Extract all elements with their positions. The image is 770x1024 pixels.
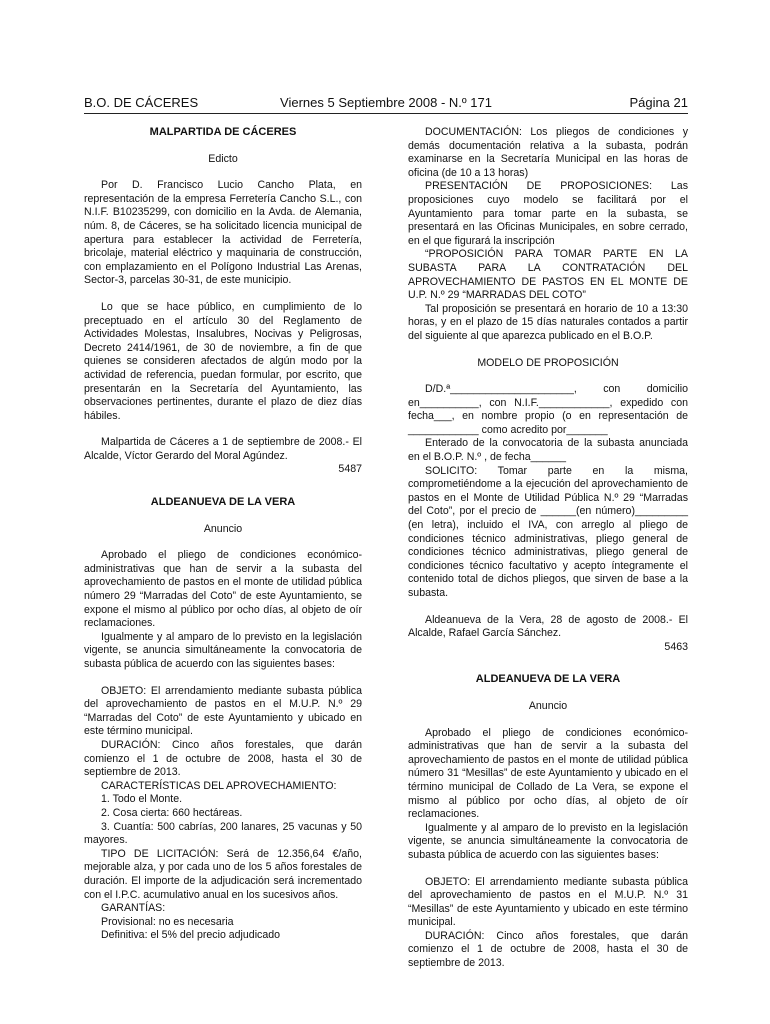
section-type: Edicto — [208, 152, 238, 165]
publication-name: B.O. DE CÁCERES — [84, 95, 199, 110]
paragraph: DURACIÓN: Cinco años forestales, que darán comienzo el 1 de octubre de 2008, hasta el 30 de septiembre de 2013. — [408, 929, 688, 970]
paragraph: Por D. Francisco Lucio Cancho Plata, en representación de la empresa Ferretería Cancho S.L., con N.I.F. B10235299, con domicilio en la Avda. de Alemania, núm. 8, de Cáceres, se ha solicitado licencia municipal de apertura para establecer la actividad de Ferretería, bricolaje, material eléctrico y maquinaria de construcción, con emplazamiento en el Polígono Industrial Las Arenas, Sector-3, parcelas 30-31, de este municipio. — [84, 179, 362, 287]
paragraph: OBJETO: El arrendamiento mediante subasta pública del aprovechamiento de pastos en el M.U.P. N.º 31 “Mesillas” de este Ayuntamiento y ubicado en este término municipal. — [408, 875, 688, 929]
paragraph: SOLICITO: Tomar parte en la misma, comprometiéndome a la ejecución del aprovechamiento de pastos en el Monte de Utilidad Pública N.º 29 “Marradas del Coto”, por el precio de ______(en número)_________ (en letra), incluido el IVA, con arreglo al pliego de condiciones técnico administrativas, pliego general de condiciones técnico administrativas, pliego general de condiciones técnico facultativo y acepto íntegramente el contenido total de dichos pliegos, que sirven de base a la subasta. — [408, 464, 688, 599]
header-rule — [84, 113, 688, 114]
right-column — [408, 126, 688, 971]
paragraph: OBJETO: El arrendamiento mediante subasta pública del aprovechamiento de pastos en el M.U.P. N.º 29 “Marradas del Coto” de este Ayuntamiento y ubicado en este término municipal. — [84, 684, 362, 738]
paragraph: D/D.ª_____________________, con domicilio en__________, con N.I.F.____________, expedido con fecha___, en nombre propio (o en representación de ____________ como acredito por_______ — [408, 383, 688, 436]
section-title: ALDEANUEVA DE LA VERA — [475, 673, 621, 686]
list-item: Definitiva: el 5% del precio adjudicado — [101, 929, 281, 942]
paragraph: DOCUMENTACIÓN: Los pliegos de condiciones y demás documentación relativa a la subasta, podrán examinarse en la Secretaría Municipal en las horas de oficina (de 10 a 13 horas) — [408, 126, 688, 179]
paragraph: Enterado de la convocatoria de la subasta anunciada en el B.O.P. N.º , de fecha______ — [408, 437, 688, 464]
list-item: 3. Cuantía: 500 cabrías, 200 lanares, 25 vacunas y 50 mayores. — [84, 820, 362, 847]
page-header — [84, 95, 688, 113]
list-item: Provisional: no es necesaria — [101, 915, 234, 928]
list-item: 1. Todo el Monte. — [101, 793, 183, 806]
paragraph: DURACIÓN: Cinco años forestales, que darán comienzo el 1 de octubre de 2008, hasta el 30 de septiembre de 2013. — [84, 738, 362, 779]
section-title: MALPARTIDA DE CÁCERES — [149, 126, 297, 138]
paragraph: Lo que se hace público, en cumplimiento de lo preceptuado en el artículo 30 del Reglamento de Actividades Molestas, Insalubres, Nocivas y Peligrosas, Decreto 2414/1961, de 30 de noviembre, a fin de que quienes se consideren afectados de algún modo por la actividad de referencia, puedan formular, por escrito, que presentarán en la Secretaría del Ayuntamiento, las observaciones pertinentes, durante el plazo de diez días hábiles. — [84, 300, 362, 422]
paragraph: GARANTÍAS: — [101, 902, 166, 915]
signature: Aldeanueva de la Vera, 28 de agosto de 2008.- El Alcalde, Rafael García Sánchez. — [408, 613, 688, 640]
model-heading: MODELO DE PROPOSICIÓN — [477, 356, 619, 369]
page-number: Página 21 — [629, 95, 688, 110]
section-type: Anuncio — [203, 522, 243, 535]
paragraph: CARACTERÍSTICAS DEL APROVECHAMIENTO: — [101, 779, 337, 792]
issue-date: Viernes 5 Septiembre 2008 - N.º 171 — [280, 95, 492, 110]
paragraph: TIPO DE LICITACIÓN: Será de 12.356,64 €/año, mejorable alza, y por cada uno de los 5 años forestales de duración. El importe de la adjudicación será incrementado con el I.P.C. acumulativo anual en los sucesivos años. — [84, 847, 362, 901]
paragraph: Igualmente y al amparo de lo previsto en la legislación vigente, se anuncia simultáneamente la convocatoria de subasta pública de acuerdo con las siguientes bases: — [84, 630, 362, 670]
signature: Malpartida de Cáceres a 1 de septiembre de 2008.- El Alcalde, Víctor Gerardo del Moral Agúndez. — [84, 436, 362, 462]
notice-number: 5487 — [338, 463, 362, 476]
paragraph: Tal proposición se presentará en horario de 10 a 13:30 horas, y en el plazo de 15 días naturales contados a partir del siguiente al que aparezca publicado en el B.O.P. — [408, 302, 688, 342]
list-item: 2. Cosa cierta: 660 hectáreas. — [101, 806, 243, 819]
left-column — [84, 126, 362, 943]
paragraph: Igualmente y al amparo de lo previsto en la legislación vigente, se anuncia simultáneamente la convocatoria de subasta pública de acuerdo con las siguientes bases: — [408, 821, 688, 861]
paragraph: Aprobado el pliego de condiciones económico-administrativas que han de servir a la subasta del aprovechamiento de pastos en el monte de utilidad pública número 29 “Marradas del Coto” de este Ayuntamiento, se expone el mismo al público por ocho días, al objeto de oír reclamaciones. — [84, 549, 362, 630]
notice-number: 5463 — [664, 640, 688, 653]
quoted-inscription: “PROPOSICIÓN PARA TOMAR PARTE EN LA SUBASTA PARA LA CONTRATACIÓN DEL APROVECHAMIENTO DE PASTOS EN EL MONTE DE U.P. N.º 29 “MARRADAS DEL COTO” — [408, 248, 688, 302]
paragraph: PRESENTACIÓN DE PROPOSICIONES: Las proposiciones cuyo modelo se facilitará por el Ayuntamiento para tomar parte en la subasta, se presentará en las Oficinas Municipales, en sobre cerrado, en el que figurará la inscripción — [408, 180, 688, 247]
section-title: ALDEANUEVA DE LA VERA — [150, 496, 296, 509]
section-type: Anuncio — [528, 699, 568, 712]
paragraph: Aprobado el pliego de condiciones económico-administrativas que han de servir a la subasta del aprovechamiento de pastos en el monte de utilidad pública número 31 “Mesillas” de este Ayuntamiento y ubicado en el término municipal de Collado de La Vera, se expone el mismo al público por ocho días, al objeto de oír reclamaciones. — [408, 726, 688, 821]
